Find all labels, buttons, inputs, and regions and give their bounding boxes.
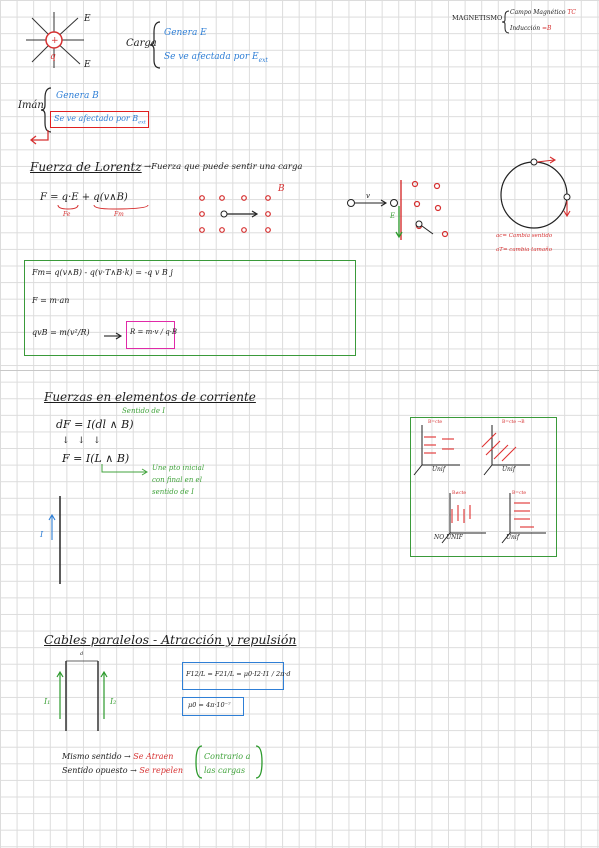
- same-direction-row: Mismo sentido → Se Atraen: [62, 752, 174, 761]
- section-divider: [0, 370, 599, 371]
- field-label-top: E: [84, 14, 91, 24]
- magnetismo-label: MAGNETISMO: [452, 14, 503, 22]
- lorentz-equation: F = q·E + q(v∧B): [40, 192, 128, 203]
- current-eq-2: F = I(L ∧ B): [62, 452, 130, 465]
- lorentz-box-eq-3: qvB = m(v²/R): [32, 328, 90, 337]
- cables-title: Cables paralelos - Atracción y repulsión: [44, 632, 297, 647]
- lorentz-underbraces: [58, 203, 168, 217]
- lorentz-subtitle: →Fuerza que puede sentir una carga: [144, 162, 303, 172]
- diagram-1-head: B=cte: [428, 420, 443, 425]
- i2-label: I₂: [110, 697, 117, 706]
- at-label: aT= cambia tamaño: [496, 247, 553, 253]
- current-i-label: I: [40, 530, 44, 539]
- svg-text:+: +: [51, 36, 59, 46]
- e-label: E: [390, 212, 396, 220]
- current-note-3: sentido de I: [152, 488, 194, 496]
- lorentz-box-eq-2: F = m·an: [32, 296, 70, 305]
- radius-result: R = m·v / q·B: [130, 328, 178, 336]
- lorentz-box-eq-1: Fm= q(v∧B) - q(v·T∧B·k) = -q v B j: [32, 268, 173, 277]
- current-eq-1: dF = I(dl ∧ B): [56, 418, 134, 431]
- iman-label: Imán: [18, 100, 44, 111]
- d-label: d: [80, 651, 84, 657]
- ac-label: ac= Cambia sentido: [496, 233, 553, 239]
- diagram-2-head: B=cte →B: [502, 420, 525, 425]
- field-label-bottom: E: [84, 60, 91, 70]
- carga-brace: [150, 20, 162, 70]
- diagram-2-caption: Unif: [502, 466, 516, 473]
- bracket-text-1: Contrario a: [204, 752, 251, 761]
- current-note-1: Une pto inicial: [152, 464, 205, 472]
- i1-label: I₁: [44, 697, 51, 706]
- sentido-note: Sentido de I: [122, 407, 166, 415]
- fe-label: Fe: [63, 211, 71, 218]
- charge-entering-field: [345, 178, 465, 243]
- current-title: Fuerzas en elementos de corriente: [44, 390, 256, 404]
- iman-item-1: Genera B: [56, 91, 99, 101]
- diagram-4-head: B=cte: [512, 491, 527, 496]
- iman-item-2: Se ve afectado por $B_{ext}$: [54, 114, 146, 126]
- mu-formula: μ0 = 4π·10⁻⁷: [188, 701, 231, 709]
- magnetismo-item-1: Campo Magnético TC: [510, 9, 577, 16]
- charge-label: q: [50, 52, 56, 62]
- parallel-cables-diagram: [50, 655, 120, 735]
- b-field-dots: [196, 190, 296, 240]
- bracket-text-2: las cargas: [204, 766, 246, 775]
- diagram-4-caption: Unif: [506, 534, 520, 541]
- current-note-2: con final en el: [152, 476, 202, 484]
- diagram-1-caption: Unif: [432, 466, 446, 473]
- eq-arrow: [104, 332, 124, 340]
- iman-red-arrow: [28, 130, 58, 152]
- fm-label: Fm: [114, 211, 124, 218]
- field-diagrams: [410, 417, 555, 555]
- carga-item-2: Se ve afectada por $E_{ext}$: [164, 52, 268, 64]
- v-label: v: [366, 192, 370, 200]
- lorentz-title: Fuerza de Lorentz: [30, 160, 142, 174]
- magnetismo-item-2: Inducción =B: [510, 25, 552, 32]
- current-wire: [48, 496, 68, 586]
- diagram-3-caption: NO UNIF: [434, 534, 463, 541]
- diagram-3-head: B≠cte: [452, 491, 467, 496]
- current-arrows: ↓↓↓: [62, 436, 109, 446]
- circular-motion-diagram: [500, 155, 580, 235]
- b-label: B: [278, 184, 285, 194]
- current-note-hook: [100, 464, 150, 478]
- carga-label: Carga: [126, 38, 157, 49]
- magnetismo-brace: [502, 10, 510, 34]
- force-formula: F12/L = F21/L = μ0·I2·I1 / 2π·d: [186, 670, 291, 678]
- opposite-direction-row: Sentido opuesto → Se repelen: [62, 766, 183, 775]
- carga-item-1: Genera E: [164, 28, 207, 38]
